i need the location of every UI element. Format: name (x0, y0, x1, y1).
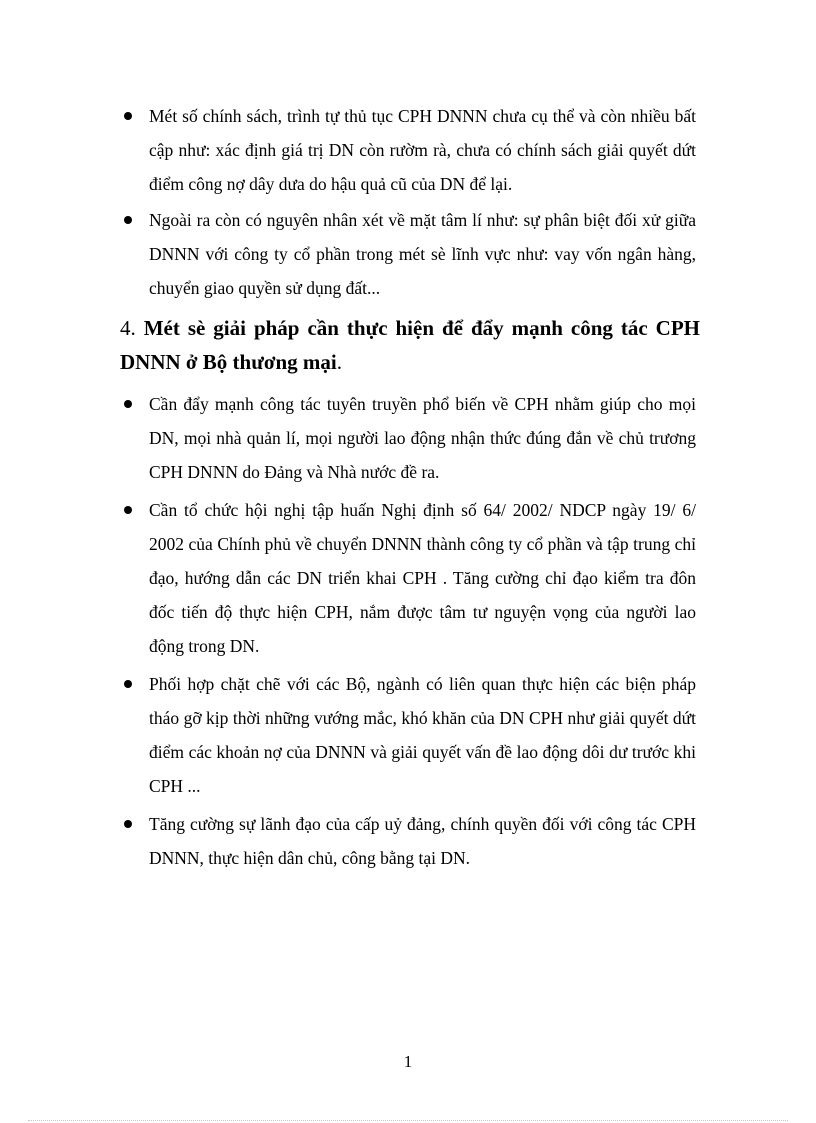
list-item-text: Cần đẩy mạnh công tác tuyên truyền phổ biến về CPH nhằm giúp cho mọi DN, mọi nhà quản lí, mọi người lao động nhận thức đúng đắn về chủ trương CPH DNNN do Đảng và Nhà nước đề ra. (149, 394, 696, 482)
bullet-list-causes (124, 99, 696, 305)
list-item-text: Phối hợp chặt chẽ với các Bộ, ngành có liên quan thực hiện các biện pháp tháo gỡ kịp thời những vướng mắc, khó khăn của DN CPH như giải quyết dứt điểm các khoản nợ của DNNN và giải quyết vấn đề lao động dôi dư trước khi CPH ... (149, 674, 696, 796)
list-item-text: Ngoài ra còn có nguyên nhân xét về mặt tâm lí như: sự phân biệt đối xử giữa DNNN với công ty cổ phần trong mét sè lĩnh vực như: vay vốn ngân hàng, chuyển giao quyền sử dụng đất... (149, 210, 696, 298)
list-item (124, 99, 696, 201)
list-item-text: Cần tổ chức hội nghị tập huấn Nghị định số 64/ 2002/ NDCP ngày 19/ 6/ 2002 của Chính phủ về chuyển DNNN thành công ty cổ phần và tập trung chỉ đạo, hướng dẫn các DN triển khai CPH . Tăng cường chỉ đạo kiểm tra đôn đốc tiến độ thực hiện CPH, nắm được tâm tư nguyện vọng của người lao động trong DN. (149, 500, 696, 656)
list-item (124, 493, 696, 663)
bullet-icon (124, 820, 132, 828)
list-item-text: Mét số chính sách, trình tự thủ tục CPH DNNN chưa cụ thể và còn nhiều bất cập như: xác định giá trị DN còn rườm rà, chưa có chính sách giải quyết dứt điểm công nợ dây dưa do hậu quả cũ của DN để lại. (149, 106, 696, 194)
bullet-icon (124, 680, 132, 688)
section-title-trailing: . (336, 350, 342, 374)
section-title: Mét sè giải pháp cần thực hiện để đẩy mạnh công tác CPH DNNN ở Bộ thương mại (120, 316, 701, 374)
bullet-list-solutions (124, 387, 696, 875)
list-item (124, 387, 696, 489)
bullet-icon (124, 112, 132, 120)
bullet-icon (124, 506, 132, 514)
list-item-text: Tăng cường sự lãnh đạo của cấp uỷ đảng, chính quyền đối với công tác CPH DNNN, thực hiện dân chủ, công bằng tại DN. (149, 814, 696, 868)
bullet-icon (124, 216, 132, 224)
page-number: 1 (403, 1052, 413, 1071)
footer-divider (28, 1120, 788, 1121)
bullet-icon (124, 400, 132, 408)
list-item (124, 667, 696, 803)
section-number: 4. (120, 316, 136, 340)
list-item (124, 203, 696, 305)
list-item (124, 807, 696, 875)
section-heading (120, 311, 700, 379)
